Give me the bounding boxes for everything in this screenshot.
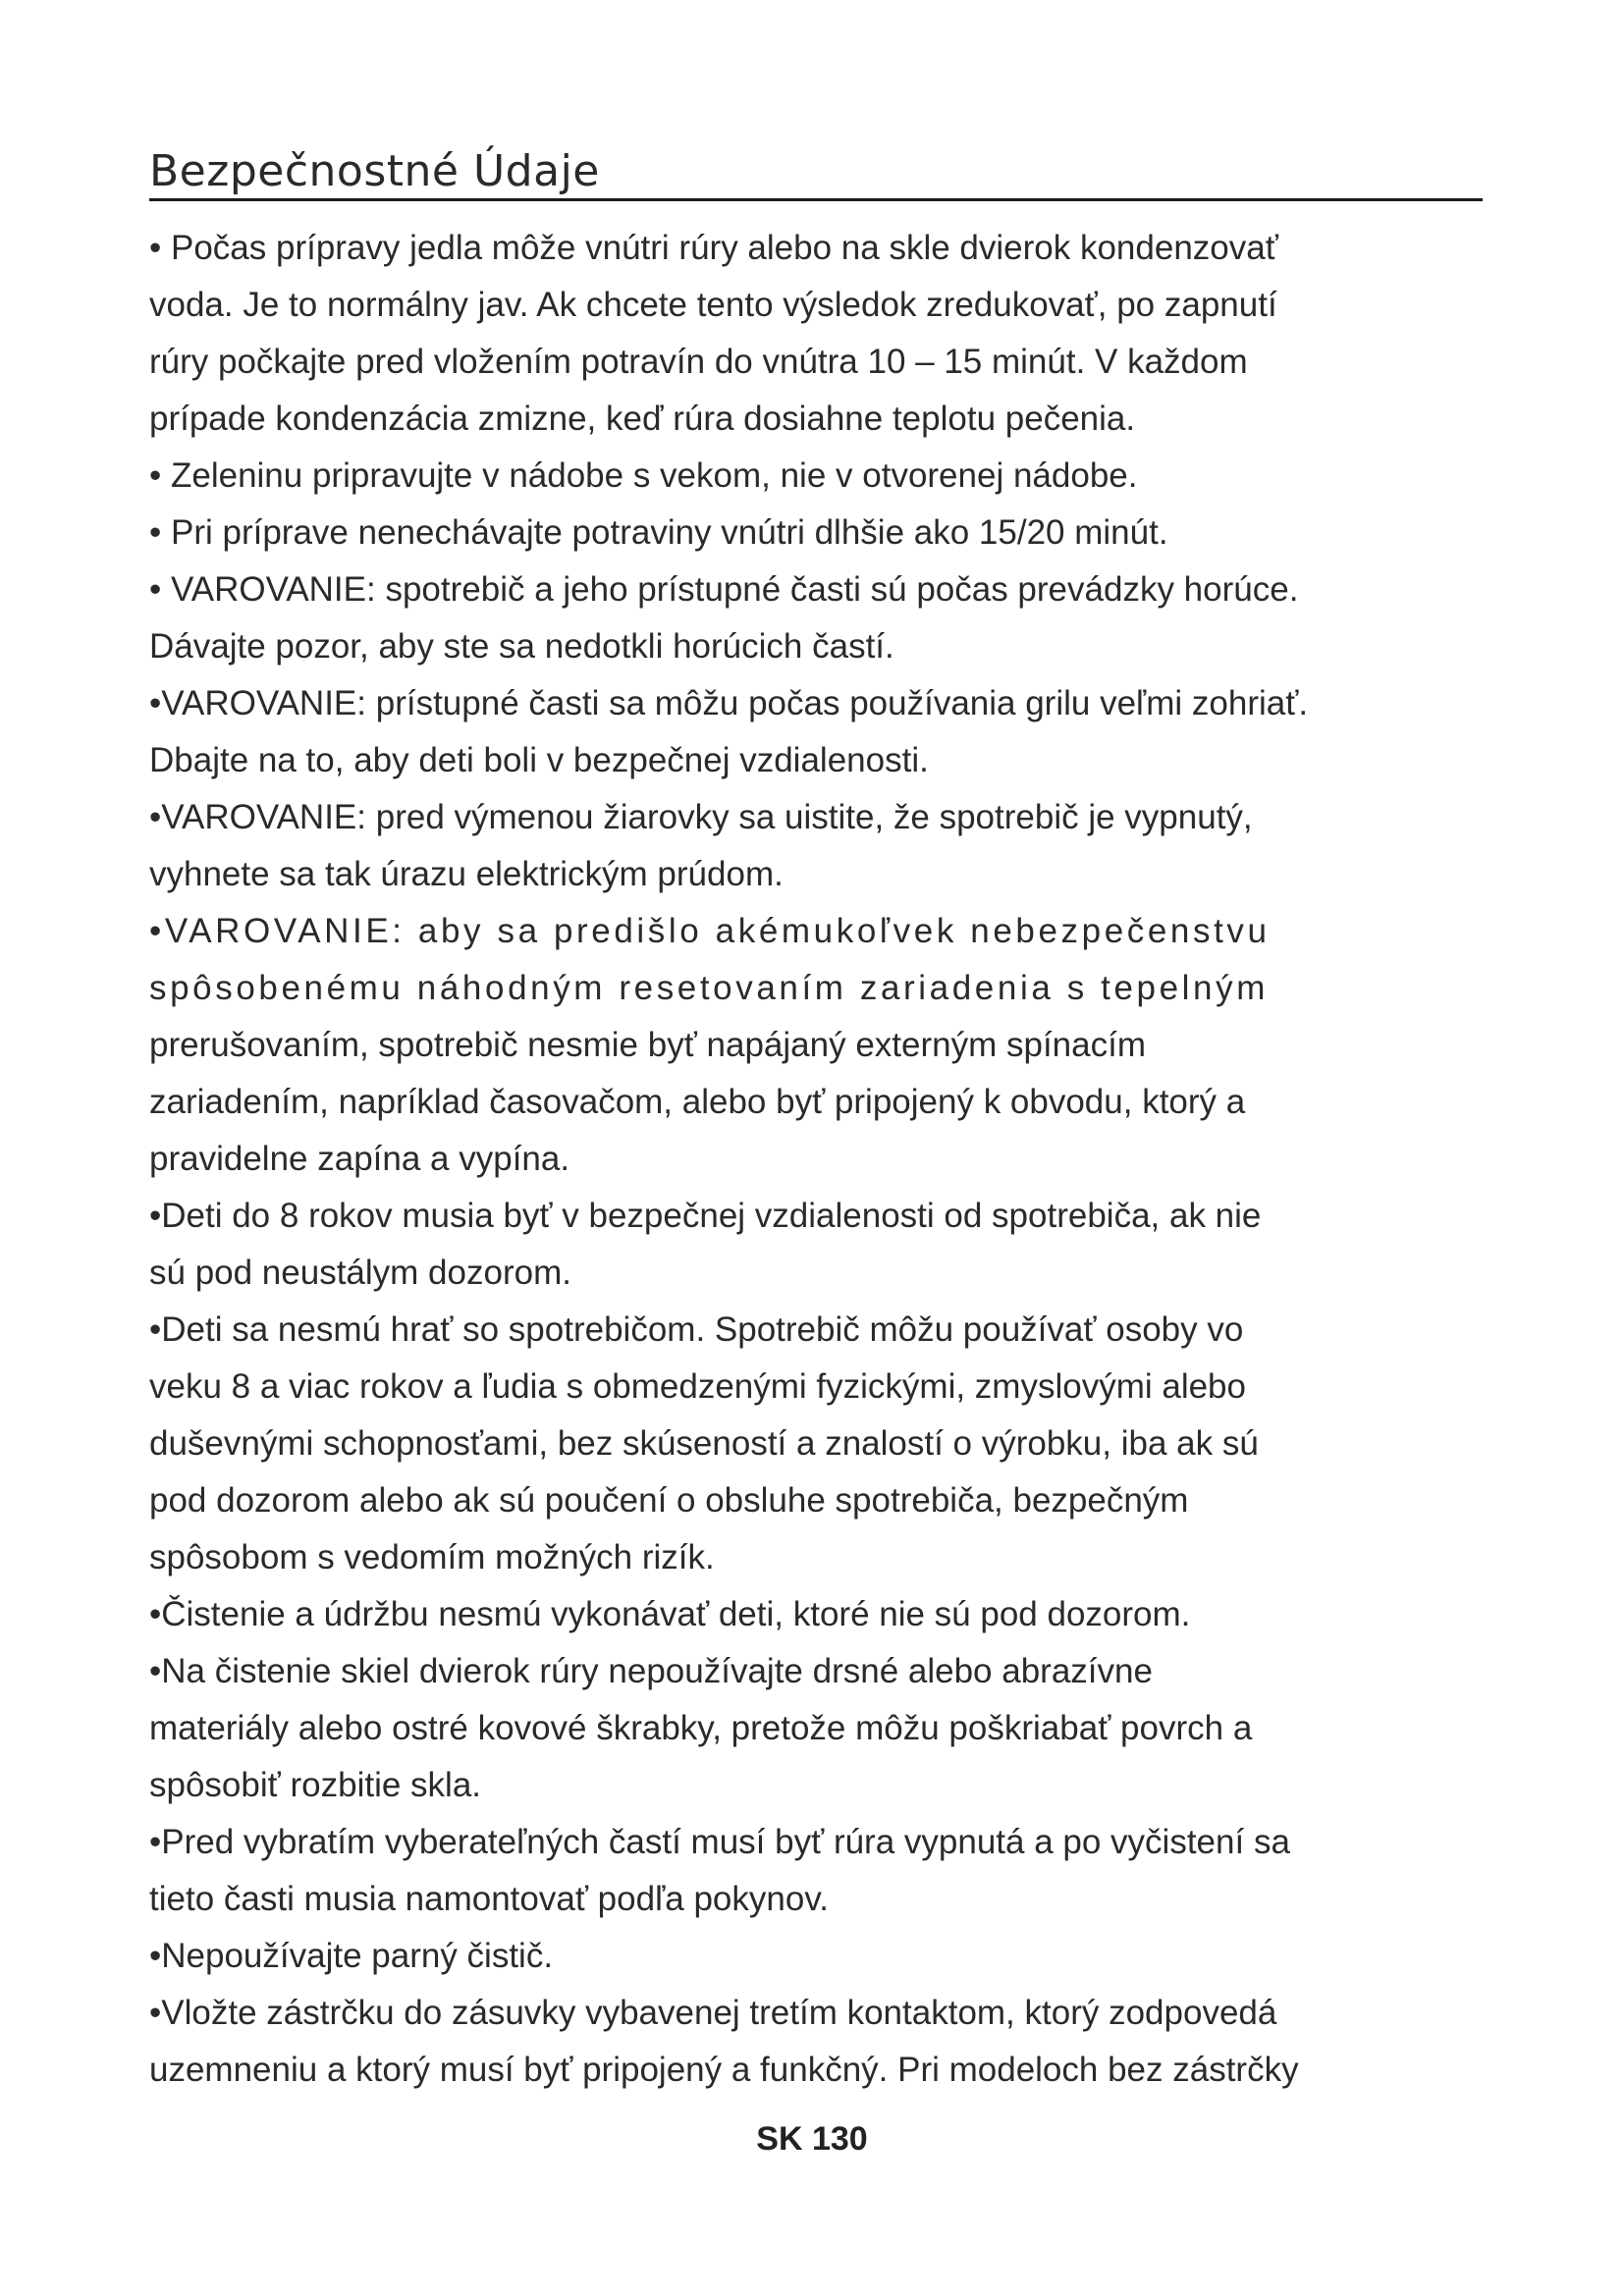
text-line: veku 8 a viac rokov a ľudia s obmedzenými fyzickými, zmyslovými alebo (149, 1367, 1246, 1406)
text-line: •Deti do 8 rokov musia byť v bezpečnej vzdialenosti od spotrebiča, ak nie (149, 1197, 1262, 1235)
text-line: rúry počkajte pred vložením potravín do vnútra 10 – 15 minút. V každom (149, 343, 1248, 381)
text-line: •Pred vybratím vyberateľných častí musí byť rúra vypnutá a po vyčistení sa (149, 1823, 1290, 1861)
text-line: •VAROVANIE: pred výmenou žiarovky sa uistite, že spotrebič je vypnutý, (149, 798, 1253, 836)
text-line: spôsobenému náhodným resetovaním zariadenia s tepelným (149, 969, 1269, 1007)
text-line: duševnými schopnosťami, bez skúseností a znalostí o výrobku, iba ak sú (149, 1424, 1259, 1463)
text-line: spôsobom s vedomím možných rizík. (149, 1538, 715, 1576)
text-line: pod dozorom alebo ak sú poučení o obsluhe spotrebiča, bezpečným (149, 1481, 1189, 1520)
safety-instructions (149, 220, 1514, 2099)
text-line: sú pod neustálym dozorom. (149, 1254, 571, 1292)
text-line: Dávajte pozor, aby ste sa nedotkli horúcich častí. (149, 627, 894, 666)
text-line: • Pri príprave nenechávajte potraviny vnútri dlhšie ako 15/20 minút. (149, 513, 1168, 552)
page-title: Bezpečnostné Údaje (149, 146, 600, 196)
text-line: uzemneniu a ktorý musí byť pripojený a funkčný. Pri modeloch bez zástrčky (149, 2051, 1299, 2089)
text-line: • Zeleninu pripravujte v nádobe s vekom, nie v otvorenej nádobe. (149, 456, 1138, 495)
text-line: Dbajte na to, aby deti boli v bezpečnej vzdialenosti. (149, 741, 929, 779)
text-line: prerušovaním, spotrebič nesmie byť napájaný externým spínacím (149, 1026, 1146, 1064)
text-line: prípade kondenzácia zmizne, keď rúra dosiahne teplotu pečenia. (149, 400, 1136, 438)
text-line: •Vložte zástrčku do zásuvky vybavenej tretím kontaktom, ktorý zodpovedá (149, 1994, 1277, 2032)
text-line: spôsobiť rozbitie skla. (149, 1766, 482, 1804)
text-line: vyhnete sa tak úrazu elektrickým prúdom. (149, 855, 784, 893)
heading-rule (149, 135, 1483, 201)
text-line: • Počas prípravy jedla môže vnútri rúry alebo na skle dvierok kondenzovať (149, 229, 1278, 267)
text-line: •Deti sa nesmú hrať so spotrebičom. Spotrebič môžu používať osoby vo (149, 1310, 1244, 1349)
text-line: •Nepoužívajte parný čistič. (149, 1937, 554, 1975)
text-line: pravidelne zapína a vypína. (149, 1140, 570, 1178)
text-line: •Na čistenie skiel dvierok rúry nepoužívajte drsné alebo abrazívne (149, 1652, 1153, 1690)
text-line: voda. Je to normálny jav. Ak chcete tento výsledok zredukovať, po zapnutí (149, 286, 1277, 324)
text-line: tieto časti musia namontovať podľa pokynov. (149, 1880, 829, 1918)
text-line: • VAROVANIE: spotrebič a jeho prístupné časti sú počas prevádzky horúce. (149, 570, 1299, 609)
text-line: •VAROVANIE: aby sa predišlo akémukoľvek nebezpečenstvu (149, 912, 1271, 950)
text-line: •VAROVANIE: prístupné časti sa môžu počas používania grilu veľmi zohriať. (149, 684, 1309, 722)
text-line: •Čistenie a údržbu nesmú vykonávať deti, ktoré nie sú pod dozorom. (149, 1595, 1191, 1633)
page-number: SK 130 (756, 2120, 868, 2158)
text-line: materiály alebo ostré kovové škrabky, pretože môžu poškriabať povrch a (149, 1709, 1253, 1747)
text-line: zariadením, napríklad časovačom, alebo byť pripojený k obvodu, ktorý a (149, 1083, 1246, 1121)
